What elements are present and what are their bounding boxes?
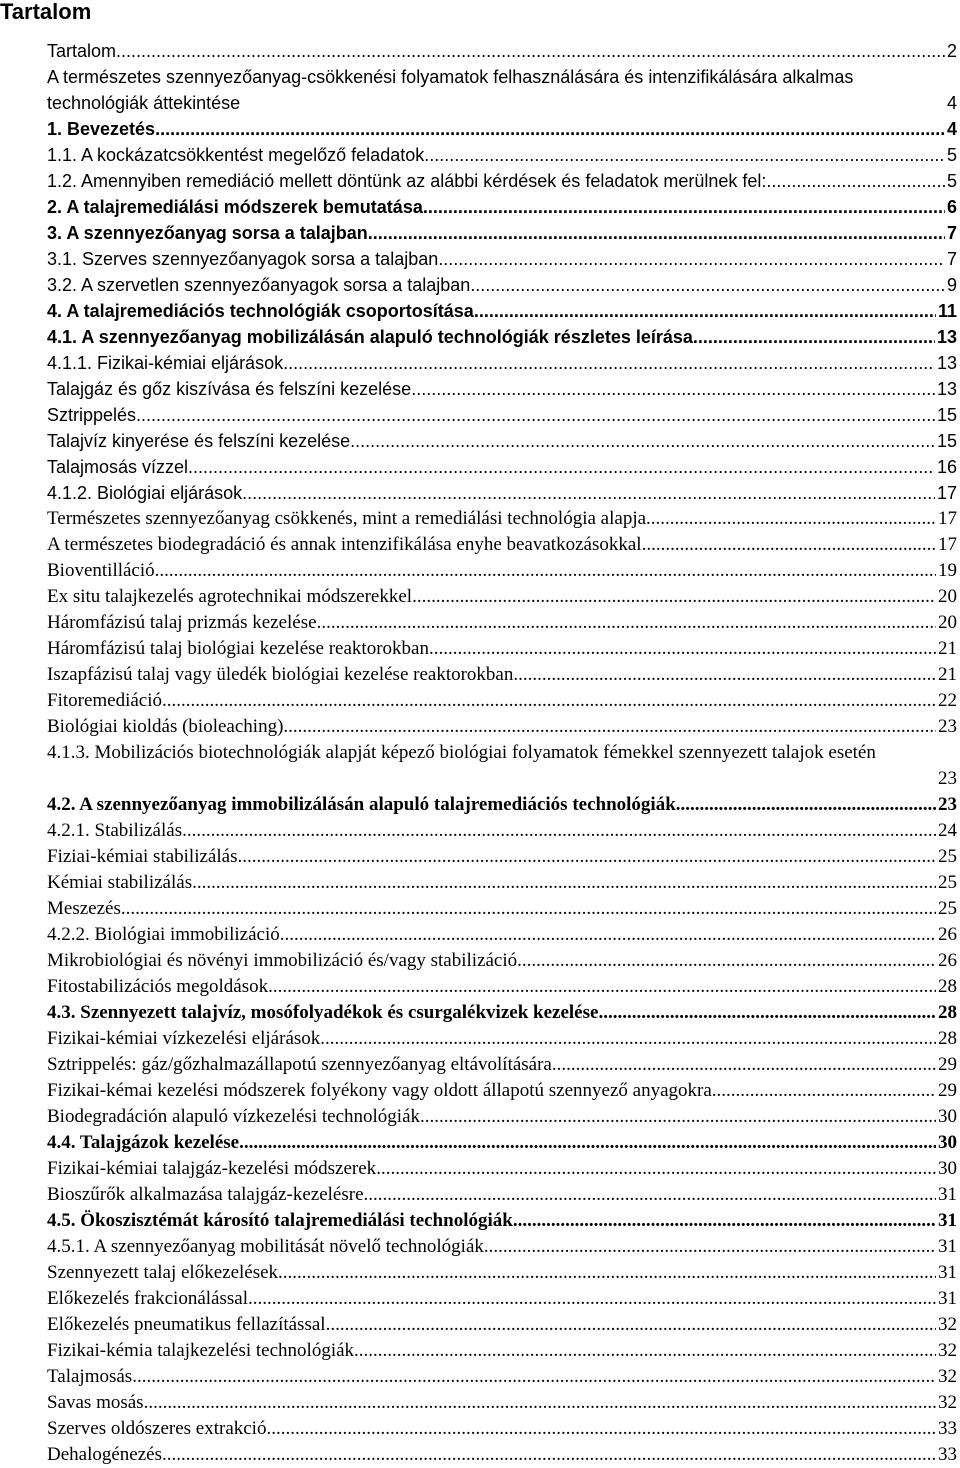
toc-entry[interactable] [47,1156,957,1182]
toc-dot-leader [280,922,936,948]
toc-page-number: 31 [938,1184,957,1205]
toc-page-number: 32 [938,1366,957,1387]
toc-dot-leader [242,480,935,506]
toc-entry-title: Bioszűrők alkalmazása talajgáz-kezelésre [47,1184,364,1205]
toc-entry[interactable] [47,1390,957,1416]
toc-page-number: 15 [936,431,957,451]
toc-page-number: 25 [938,898,957,919]
toc-entry[interactable] [47,818,957,844]
toc-page-number: 32 [938,1392,957,1413]
toc-dot-leader [239,1130,936,1156]
toc-page-number: 33 [938,1444,957,1465]
toc-entry[interactable] [47,142,957,168]
toc-dot-leader [712,1078,936,1104]
toc-entry[interactable] [47,1208,957,1234]
toc-entry-title: Meszezés [47,898,121,919]
toc-entry-title: 2. A talajremediálási módszerek bemutatása [47,197,423,217]
toc-dot-leader [376,1156,936,1182]
toc-dot-leader [484,1234,936,1260]
toc-entry-title: A természetes biodegradáció és annak intenzifikálása enyhe beavatkozásokkal [47,534,642,555]
toc-dot-leader [438,246,945,272]
toc-entry-title: Ex situ talajkezelés agrotechnikai módszerekkel [47,586,413,607]
toc-page-number: 28 [938,976,957,997]
toc-entry-title: Kémiai stabilizálás [47,872,193,893]
toc-entry-title: Szerves oldószeres extrakció [47,1418,267,1439]
toc-entry[interactable] [47,324,957,350]
toc-page-number: 11 [937,301,957,321]
toc-page-number: 4 [946,119,957,139]
toc-entry[interactable] [47,1182,957,1208]
toc-entry[interactable] [47,428,957,454]
toc-entry[interactable] [47,506,957,532]
toc-entry[interactable] [47,1442,957,1468]
toc-page-number: 23 [938,768,957,789]
toc-page-number: 21 [938,638,957,659]
toc-entry[interactable] [47,246,957,272]
toc-entry[interactable] [47,1364,957,1390]
toc-entry-title: 4. A talajremediációs technológiák csoportosítása [47,301,474,321]
toc-dot-leader [646,506,936,532]
toc-dot-leader [517,948,936,974]
toc-entry[interactable] [47,1260,957,1286]
toc-entry-title: Előkezelés pneumatikus fellazítással [47,1314,326,1335]
toc-page-number: 17 [936,483,957,503]
toc-entry-title: 4.4. Talajgázok kezelése [47,1132,240,1153]
toc-page-number: 15 [936,405,957,425]
toc-entry-title: 4.5.1. A szennyezőanyag mobilitását növelő technológiák [47,1236,484,1257]
toc-dot-leader [317,610,936,636]
toc-entry-title: Szennyezett talaj előkezelések [47,1262,279,1283]
toc-page-number: 5 [946,145,957,165]
toc-entry-title: 4.1.2. Biológiai eljárások [47,483,243,503]
toc-entry-title: 4.2. A szennyezőanyag immobilizálásán alapuló talajremediációs technológiák [47,794,676,815]
toc-page-number: 30 [938,1158,957,1179]
toc-page-number: 20 [938,612,957,633]
toc-entry-title: Talajmosás [47,1366,133,1387]
toc-entry[interactable] [47,636,957,662]
toc-page-number: 13 [936,379,957,399]
toc-dot-leader [326,1312,936,1338]
toc-dot-leader [693,324,935,350]
toc-dot-leader [513,662,936,688]
toc-entry-title: 4.1. A szennyezőanyag mobilizálásán alapuló technológiák részletes leírása [47,327,693,347]
toc-entry-title: Fitostabilizációs megoldások [47,976,269,997]
toc-page-number: 4 [946,93,957,113]
toc-entry-title: 4.2.2. Biológiai immobilizáció [47,924,280,945]
toc-page-number: 20 [938,586,957,607]
toc-entry-title: Fizikai-kémia talajkezelési technológiák [47,1340,355,1361]
toc-page-number: 7 [946,223,957,243]
toc-entry[interactable] [47,662,957,688]
toc-dot-leader [116,38,945,64]
toc-entry-title: 3.1. Szerves szennyezőanyagok sorsa a talajban [47,249,439,269]
toc-dot-leader [642,532,936,558]
toc-entry[interactable] [47,402,957,428]
toc-dot-leader [470,272,945,298]
toc-entry[interactable] [47,974,957,1000]
toc-entry-title: 1. Bevezetés [47,119,156,139]
toc-page-number: 23 [938,794,957,815]
toc-entry-title: Előkezelés frakcionálással [47,1288,248,1309]
toc-entry-title: 4.5. Ökoszisztémát károsító talajremediálási technológiák [47,1210,513,1231]
toc-entry[interactable] [47,922,957,948]
toc-entry-title: 1.2. Amennyiben remediáció mellett döntünk az alábbi kérdések és feladatok merülnek fel: [47,171,767,191]
toc-dot-leader [136,402,935,428]
toc-entry[interactable] [47,948,957,974]
toc-page-number: 25 [938,872,957,893]
toc-dot-leader [368,220,945,246]
toc-entry-title: Iszapfázisú talaj vagy üledék biológiai kezelése reaktorokban [47,664,514,685]
toc-entry-title: Fiziai-kémiai stabilizálás [47,846,238,867]
toc-entry[interactable] [47,1416,957,1442]
toc-page-number: 16 [936,457,957,477]
toc-page-number: 21 [938,664,957,685]
toc-entry-title: 4.2.1. Stabilizálás [47,820,183,841]
toc-entry-title: 4.3. Szennyezett talajvíz, mosófolyadékok és csurgalékvizek kezelése [47,1002,599,1023]
toc-entry-title: Sztrippelés [47,405,137,425]
toc-entry-title: Sztrippelés: gáz/gőzhalmazállapotú szennyezőanyag eltávolítására [47,1054,552,1075]
toc-entry-title: Dehalogénezés [47,1444,162,1465]
toc-entry[interactable] [47,740,957,792]
toc-entry[interactable] [47,454,957,480]
toc-page-number: 13 [936,327,957,347]
toc-dot-leader [283,714,936,740]
toc-dot-leader [766,168,945,194]
toc-entry[interactable] [47,1130,957,1156]
toc-page-number: 25 [938,846,957,867]
toc-dot-leader [420,1104,936,1130]
toc-entry[interactable] [47,896,957,922]
toc-entry-title: Háromfázisú talaj biológiai kezelése reaktorokban [47,638,429,659]
toc-entry[interactable] [47,350,957,376]
toc-entry[interactable] [47,584,957,610]
toc-entry-title: Háromfázisú talaj prizmás kezelése [47,612,317,633]
toc-page-number: 26 [938,924,957,945]
toc-page-number: 6 [946,197,957,217]
toc-entry-title: Fizikai-kémiai vízkezelési eljárások [47,1028,321,1049]
toc-entry[interactable] [47,610,957,636]
toc-entry-title: Mikrobiológiai és növényi immobilizáció és/vagy stabilizáció [47,950,518,971]
toc-entry-title: Biológiai kioldás (bioleaching) [47,716,284,737]
toc-entry[interactable] [47,1234,957,1260]
toc-dot-leader [474,298,936,324]
toc-entry[interactable] [47,298,957,324]
toc-entry[interactable] [47,64,957,116]
toc-page-number: 32 [938,1314,957,1335]
toc-dot-leader [354,1338,936,1364]
toc-entry-title: Biodegradáción alapuló vízkezelési technológiák [47,1106,420,1127]
toc-entry-title: 3.2. A szervetlen szennyezőanyagok sorsa a talajban [47,275,471,295]
toc-entry-title: Savas mosás [47,1392,144,1413]
toc-entry[interactable] [47,714,957,740]
toc-page-number: 31 [938,1262,957,1283]
toc-dot-leader [144,1390,936,1416]
toc-page-number: 29 [938,1054,957,1075]
toc-entry[interactable] [47,1286,957,1312]
toc-page-number: 17 [938,534,957,555]
toc-entry[interactable] [47,688,957,714]
toc-page-number: 2 [946,41,957,61]
toc-entry-title: Fitoremediáció [47,690,163,711]
toc-page-number: 17 [938,508,957,529]
toc-dot-leader [121,896,936,922]
toc-entry[interactable] [47,870,957,896]
toc-dot-leader [429,636,936,662]
toc-entry[interactable] [47,116,957,142]
toc-dot-leader [423,194,945,220]
toc-entry-title: Természetes szennyezőanyag csökkenés, mint a remediálási technológia alapja [47,508,647,529]
table-of-contents [47,38,957,1468]
toc-dot-leader [320,1026,936,1052]
toc-dot-leader [412,584,936,610]
toc-entry[interactable] [47,272,957,298]
toc-entry-title: 4.1.1. Fizikai-kémiai eljárások [47,353,284,373]
toc-page-number: 26 [938,950,957,971]
toc-dot-leader [132,1364,936,1390]
toc-entry[interactable] [47,194,957,220]
toc-dot-leader [283,350,935,376]
toc-dot-leader [513,1208,936,1234]
toc-entry[interactable] [47,480,957,506]
toc-page-number: 24 [938,820,957,841]
toc-dot-leader [268,974,936,1000]
toc-page-number: 31 [938,1288,957,1309]
toc-entry[interactable] [47,1312,957,1338]
toc-dot-leader [188,454,935,480]
toc-page-number: 30 [938,1106,957,1127]
toc-entry-title: Talajvíz kinyerése és felszíni kezelése [47,431,351,451]
toc-entry-title: A természetes szennyezőanyag-csökkenési folyamatok felhasználására és intenzifikálására alkalmas technológiák áttekintése [47,67,854,113]
toc-dot-leader [162,688,936,714]
toc-page-number: 30 [938,1132,957,1153]
toc-page-number: 7 [946,249,957,269]
toc-page-number: 33 [938,1418,957,1439]
toc-entry[interactable] [47,1078,957,1104]
toc-page-number: 23 [938,716,957,737]
toc-dot-leader [237,844,936,870]
toc-entry[interactable] [47,792,957,818]
toc-entry[interactable] [47,558,957,584]
toc-dot-leader [552,1052,936,1078]
toc-entry[interactable] [47,1052,957,1078]
toc-dot-leader [676,792,936,818]
page-title: Tartalom [0,0,92,24]
toc-entry[interactable] [47,1026,957,1052]
toc-entry-title: Tartalom [47,41,117,61]
toc-dot-leader [192,870,936,896]
toc-entry-title: 4.1.3. Mobilizációs biotechnológiák alapját képező biológiai folyamatok fémekkel szennyezett talajok esetén [47,742,876,763]
toc-page-number: 19 [938,560,957,581]
toc-dot-leader [411,376,935,402]
toc-dot-leader [278,1260,936,1286]
toc-entry[interactable] [47,844,957,870]
toc-dot-leader [266,1416,936,1442]
toc-entry[interactable] [47,1000,957,1026]
toc-dot-leader [248,1286,936,1312]
toc-entry[interactable] [47,532,957,558]
toc-dot-leader [424,142,945,168]
toc-page-number: 5 [946,171,957,191]
toc-dot-leader [350,428,935,454]
toc-page-number: 32 [938,1340,957,1361]
toc-entry[interactable] [47,1104,957,1130]
toc-entry[interactable] [47,1338,957,1364]
toc-entry[interactable] [47,220,957,246]
toc-page-number: 28 [938,1002,957,1023]
toc-entry-title: Bioventilláció [47,560,155,581]
toc-dot-leader [182,818,936,844]
toc-entry-title: 1.1. A kockázatcsökkentést megelőző feladatok [47,145,425,165]
toc-dot-leader [364,1182,937,1208]
toc-entry[interactable] [47,168,957,194]
toc-entry-title: Fizikai-kémiai talajgáz-kezelési módszerek [47,1158,377,1179]
toc-entry-title: 3. A szennyezőanyag sorsa a talajban [47,223,368,243]
toc-page-number: 13 [936,353,957,373]
toc-entry-title: Fizikai-kémai kezelési módszerek folyékony vagy oldott állapotú szennyező anyagokra [47,1080,712,1101]
toc-page-number: 22 [938,690,957,711]
toc-entry-title: Talajgáz és gőz kiszívása és felszíni kezelése [47,379,412,399]
toc-dot-leader [155,558,936,584]
toc-entry-title: Talajmosás vízzel [47,457,189,477]
toc-page-number: 29 [938,1080,957,1101]
toc-entry[interactable] [47,376,957,402]
toc-dot-leader [162,1442,936,1468]
toc-page-number: 31 [938,1236,957,1257]
toc-page-number: 9 [946,275,957,295]
toc-page-number: 31 [938,1210,957,1231]
toc-entry[interactable] [47,38,957,64]
toc-dot-leader [155,116,945,142]
toc-page-number: 28 [938,1028,957,1049]
toc-dot-leader [598,1000,936,1026]
